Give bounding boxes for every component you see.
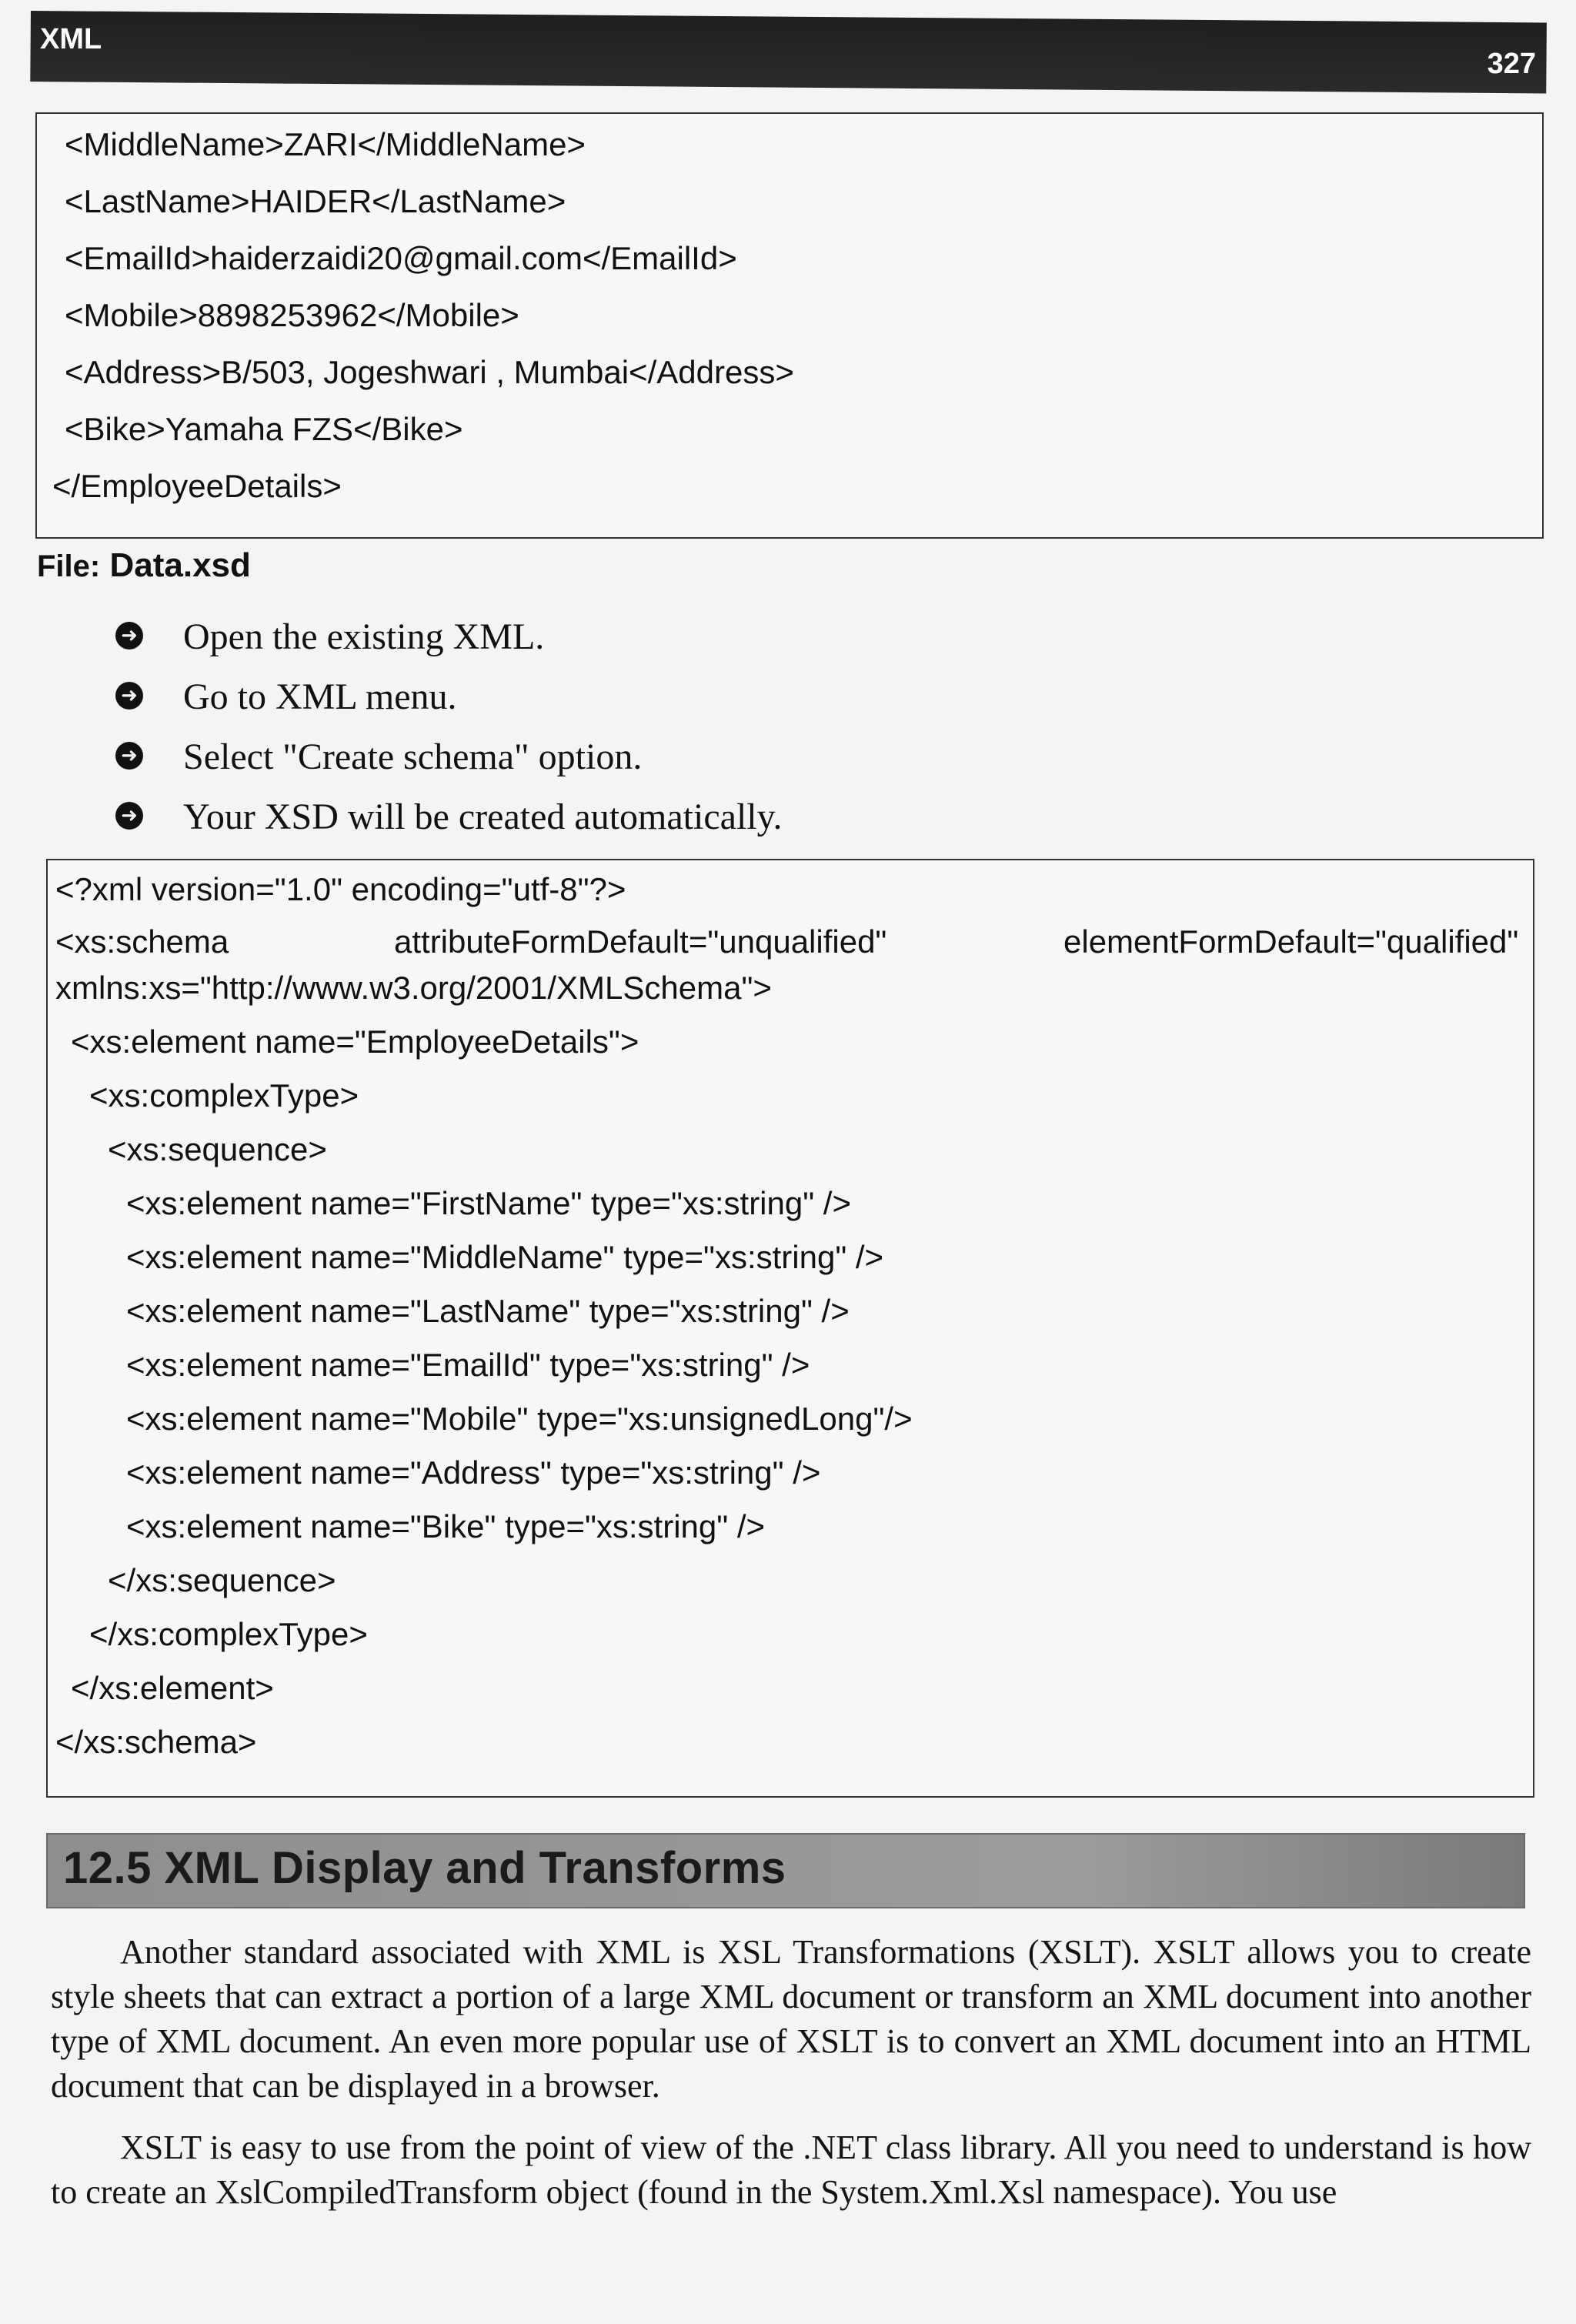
header-title: XML [40, 23, 102, 55]
code-line: <xs:element name="EmailId" type="xs:string" /> [126, 1347, 810, 1383]
code-line: <xs:element name="Mobile" type="xs:unsignedLong"/> [126, 1401, 913, 1437]
arrow-bullet-icon: ➜ [115, 682, 143, 710]
page-number: 327 [1487, 48, 1536, 80]
arrow-bullet-icon: ➜ [115, 802, 143, 830]
step-text: Select "Create schema" option. [183, 736, 643, 777]
code-line: </xs:sequence> [108, 1562, 336, 1598]
file-label-name: Data.xsd [109, 546, 251, 584]
step-text: Open the existing XML. [183, 616, 545, 657]
step-text: Go to XML menu. [183, 676, 457, 717]
paragraph: Another standard associated with XML is XSL Transformations (XSLT). XSLT allows you to create style sheets that can extract a portion of a large XML document or transform an XML document into another type of XML document. An even more popular use of XSLT is to convert an XML document into an HTML document that can be displayed in a browser. [51, 1933, 1531, 2105]
code-line: <EmailId>haiderzaidi20@gmail.com</EmailId> [65, 240, 737, 276]
code-line: <Bike>Yamaha FZS</Bike> [65, 411, 463, 447]
arrow-bullet-icon: ➜ [115, 622, 143, 649]
code-line: <xs:element name="EmployeeDetails"> [71, 1023, 639, 1060]
code-line: <xs:element name="LastName" type="xs:string" /> [126, 1293, 850, 1329]
code-line: <MiddleName>ZARI</MiddleName> [65, 126, 586, 162]
code-line: </xs:element> [71, 1670, 274, 1706]
code-line: <?xml version="1.0" encoding="utf-8"?> [55, 871, 626, 907]
code-line: <xs:element name="Bike" type="xs:string" /> [126, 1508, 766, 1544]
step-text: Your XSD will be created automatically. [183, 796, 783, 837]
code-line: xmlns:xs="http://www.w3.org/2001/XMLSchema"> [55, 970, 772, 1006]
code-line: </xs:complexType> [89, 1616, 368, 1652]
code-block-xml [35, 112, 1544, 539]
code-line: </EmployeeDetails> [52, 468, 342, 504]
arrow-bullet-icon: ➜ [115, 742, 143, 770]
code-line: attributeFormDefault="unqualified" [394, 923, 887, 960]
file-label [37, 546, 251, 585]
code-line: <xs:schema [55, 923, 229, 960]
code-line: <Mobile>8898253962</Mobile> [65, 297, 519, 333]
code-line: </xs:schema> [55, 1724, 257, 1760]
section-title: 12.5 XML Display and Transforms [63, 1843, 786, 1893]
file-label-prefix: File: [37, 549, 101, 583]
code-line: <LastName>HAIDER</LastName> [65, 183, 566, 219]
code-block-xsd [46, 859, 1534, 1798]
code-line: elementFormDefault="qualified" [1063, 923, 1519, 960]
code-line: <Address>B/503, Jogeshwari , Mumbai</Address> [65, 354, 794, 390]
code-line: <xs:sequence> [108, 1131, 327, 1167]
code-line: <xs:element name="FirstName" type="xs:string" /> [126, 1185, 852, 1221]
code-line: <xs:complexType> [89, 1077, 359, 1114]
code-line: <xs:element name="MiddleName" type="xs:string" /> [126, 1239, 884, 1275]
paragraph: XSLT is easy to use from the point of view of the .NET class library. All you need to understand is how to create an XslCompiledTransform object (found in the System.Xml.Xsl namespace). You use [51, 2129, 1531, 2211]
code-line: <xs:element name="Address" type="xs:string" /> [126, 1454, 821, 1491]
header-bar [30, 11, 1547, 93]
